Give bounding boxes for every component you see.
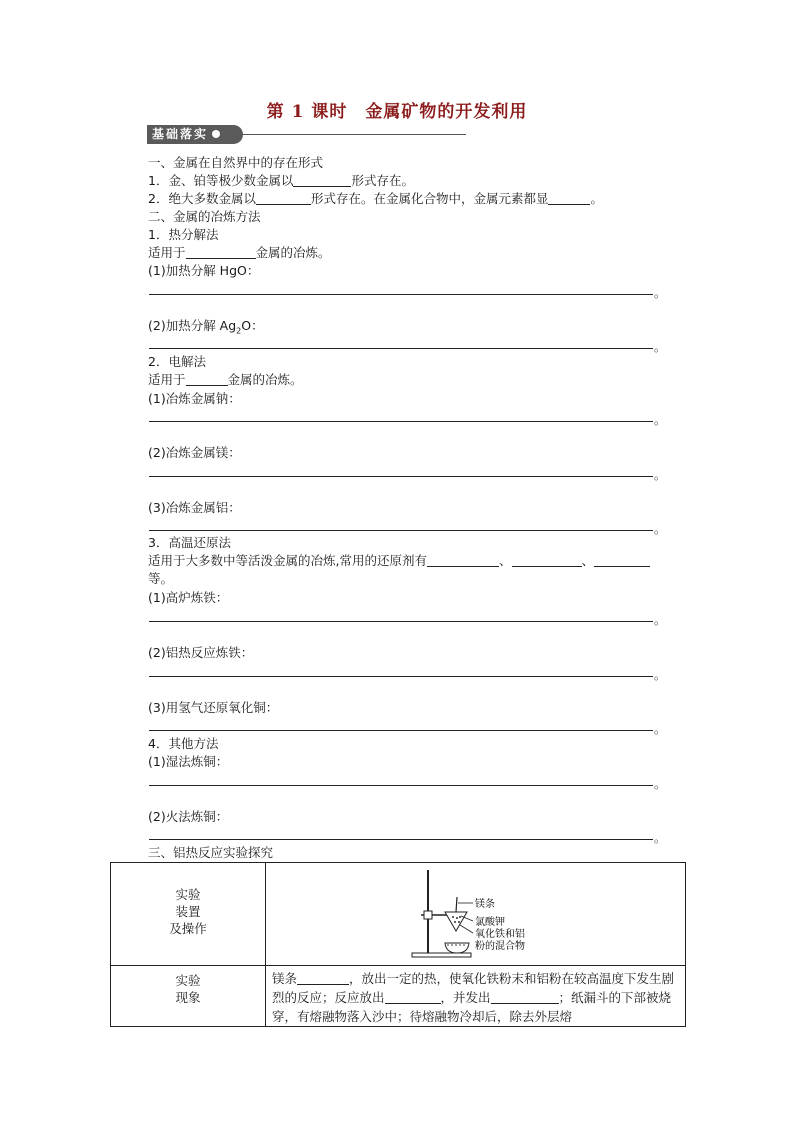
powder-dot xyxy=(454,921,456,923)
answer-blank[interactable] xyxy=(491,991,559,1004)
question-ag2o-a: (2)加热分解 Ag xyxy=(148,318,237,333)
period-mark: 。 xyxy=(654,340,667,354)
phenomenon-text-c: ，并发出 xyxy=(440,990,491,1005)
question-ag2o-b: O： xyxy=(241,318,264,333)
leader-line xyxy=(460,925,473,933)
answer-blank[interactable] xyxy=(186,373,228,386)
method-1-scope-b: 金属的冶炼。 xyxy=(255,245,331,260)
experiment-table xyxy=(110,862,686,1027)
period-mark: 。 xyxy=(654,722,667,736)
question-hydrogen-cuo: (3)用氢气还原氧化铜： xyxy=(148,700,279,715)
stand-base xyxy=(412,953,471,957)
method-4-title: 4．其他方法 xyxy=(148,736,219,751)
answer-blank[interactable] xyxy=(297,972,349,985)
item-1-2-text-a: 2．绝大多数金属以 xyxy=(148,191,256,206)
answer-line[interactable] xyxy=(149,839,653,840)
question-thermite-iron: (2)铝热反应炼铁： xyxy=(148,645,254,660)
phenomenon-text-a: 镁条 xyxy=(272,971,298,986)
method-3-scope xyxy=(148,553,650,569)
method-1-title: 1．热分解法 xyxy=(148,227,219,242)
answer-line[interactable] xyxy=(149,676,653,677)
item-1-1 xyxy=(148,173,414,189)
answer-line[interactable] xyxy=(149,348,653,349)
answer-blank[interactable] xyxy=(385,991,441,1004)
question-magnesium: (2)冶炼金属镁： xyxy=(148,445,241,460)
method-2-scope-b: 金属的冶炼。 xyxy=(227,372,303,387)
question-wet-copper: (1)湿法炼铜： xyxy=(148,754,229,769)
separator: 、 xyxy=(581,553,595,568)
section-1-heading: 一、金属在自然界中的存在形式 xyxy=(148,155,324,170)
answer-line[interactable] xyxy=(149,730,653,731)
question-aluminum: (3)冶炼金属铝： xyxy=(148,500,241,515)
answer-line[interactable] xyxy=(149,530,653,531)
section-banner xyxy=(147,125,243,144)
clamp-holder xyxy=(424,911,432,919)
answer-blank[interactable] xyxy=(186,246,256,259)
magnesium-ribbon xyxy=(456,897,457,912)
answer-blank[interactable] xyxy=(293,174,351,187)
answer-blank[interactable] xyxy=(548,192,590,205)
label-line: 实验 xyxy=(175,973,201,988)
label-line: 装置 xyxy=(175,904,201,919)
row-label-apparatus xyxy=(111,863,266,966)
question-blast-furnace: (1)高炉炼铁： xyxy=(148,590,229,605)
answer-blank[interactable] xyxy=(256,192,311,205)
method-1-scope-a: 适用于 xyxy=(148,245,186,260)
method-3-scope-a: 适用于大多数中等活泼金属的冶炼,常用的还原剂有 xyxy=(148,553,427,568)
label-mixture-1: 氧化铁和铝 xyxy=(475,929,525,940)
question-sodium: (1)冶炼金属钠： xyxy=(148,391,241,406)
label-line: 及操作 xyxy=(169,921,207,936)
row-label-phenomenon xyxy=(111,966,266,1027)
label-magnesium: 镁条 xyxy=(475,899,495,910)
answer-blank[interactable] xyxy=(512,554,582,567)
question-ag2o xyxy=(148,318,264,340)
answer-line[interactable] xyxy=(149,421,653,422)
powder-dot xyxy=(456,917,458,919)
label-kclo3: 氯酸钾 xyxy=(475,917,505,928)
powder-dot xyxy=(459,916,461,918)
page-title: 第 1 课时 金属矿物的开发利用 xyxy=(266,102,528,122)
period-mark: 。 xyxy=(654,468,667,482)
period-mark: 。 xyxy=(654,286,667,300)
answer-line[interactable] xyxy=(149,294,653,295)
method-3-title: 3．高温还原法 xyxy=(148,535,231,550)
item-1-2-text-b: 形式存在。在金属化合物中，金属元素都显 xyxy=(310,191,549,206)
label-mixture-2: 粉的混合物 xyxy=(475,941,525,952)
separator: 、 xyxy=(498,553,512,568)
bullet-dot-icon xyxy=(212,130,220,138)
question-hgo: (1)加热分解 HgO： xyxy=(148,263,260,278)
period-mark: 。 xyxy=(654,777,667,791)
section-2-heading: 二、金属的冶炼方法 xyxy=(148,209,261,224)
banner-divider xyxy=(243,134,466,135)
phenomenon-text-b: ，放出一定的热，使氧化铁粉末和铝粉在较高温度下发生剧烈的反应；反应放出 xyxy=(272,971,675,1005)
period-mark: 。 xyxy=(654,831,667,845)
period-mark: 。 xyxy=(654,413,667,427)
apparatus-cell xyxy=(266,863,686,966)
answer-blank[interactable] xyxy=(594,554,650,567)
table-row xyxy=(111,966,686,1027)
item-1-2 xyxy=(148,191,603,207)
label-line: 实验 xyxy=(175,887,201,902)
phenomenon-text-d: ；纸漏斗的下部被烧穿，有熔融物落入沙中；待熔融物冷却后，除去外层熔 xyxy=(272,990,672,1024)
item-1-1-text-b: 形式存在。 xyxy=(351,173,414,188)
method-2-scope xyxy=(148,372,303,388)
period-mark: 。 xyxy=(654,522,667,536)
method-3-etc: 等。 xyxy=(148,571,174,586)
phenomenon-cell xyxy=(266,966,686,1027)
answer-line[interactable] xyxy=(149,785,653,786)
item-1-1-text-a: 1．金、铂等极少数金属以 xyxy=(148,173,294,188)
thermite-apparatus-diagram xyxy=(409,865,539,961)
method-2-scope-a: 适用于 xyxy=(148,372,186,387)
powder-dot xyxy=(458,921,460,923)
subscript: 2 xyxy=(236,326,242,336)
period-mark: 。 xyxy=(654,668,667,682)
powder-dot xyxy=(452,916,454,918)
question-fire-copper: (2)火法炼铜： xyxy=(148,809,229,824)
method-2-title: 2．电解法 xyxy=(148,354,206,369)
method-1-scope xyxy=(148,245,331,261)
answer-blank[interactable] xyxy=(427,554,499,567)
table-row xyxy=(111,863,686,966)
banner-label: 基础落实 xyxy=(152,127,209,141)
item-1-2-text-c: 。 xyxy=(590,191,603,206)
period-mark: 。 xyxy=(654,613,667,627)
label-line: 现象 xyxy=(175,990,201,1005)
answer-line[interactable] xyxy=(149,476,653,477)
answer-line[interactable] xyxy=(149,621,653,622)
section-3-heading: 三、铝热反应实验探究 xyxy=(148,845,274,860)
paper-funnel xyxy=(445,912,467,931)
